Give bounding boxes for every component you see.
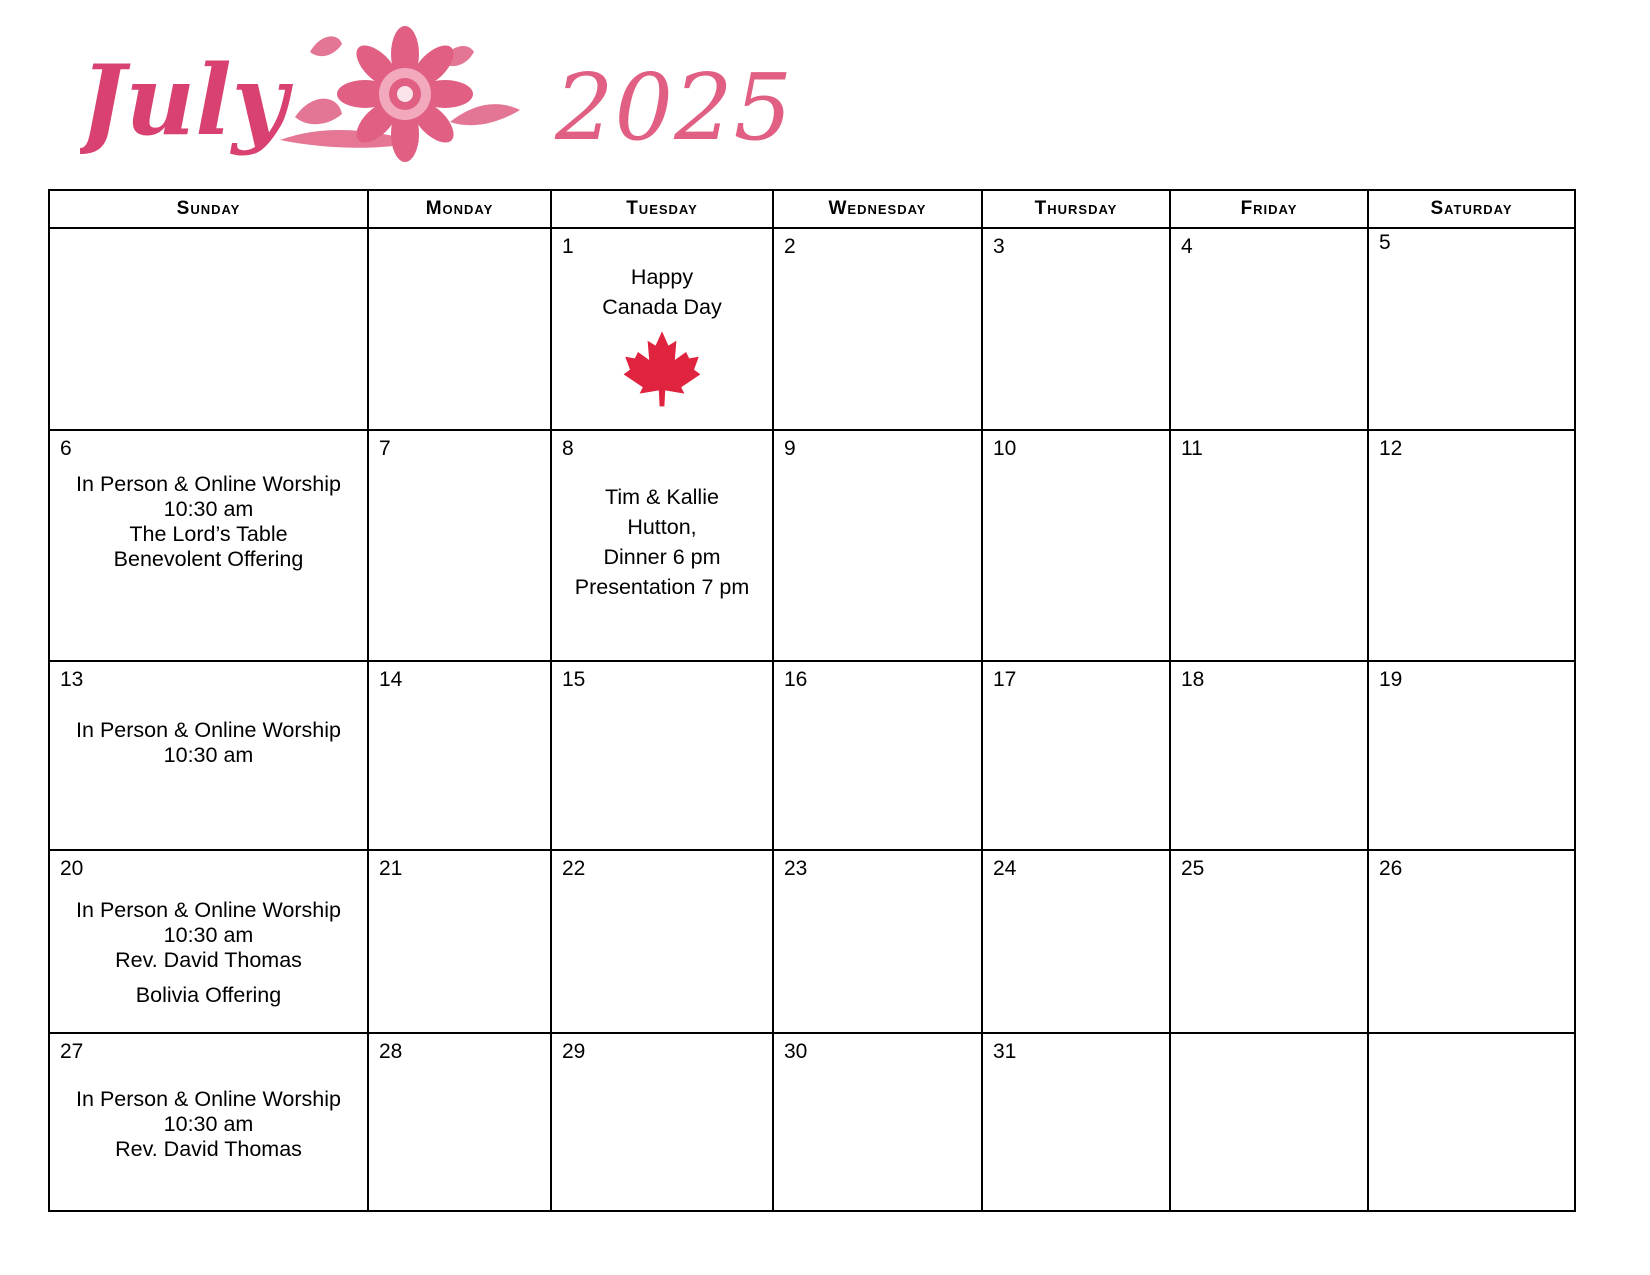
- week-row: [49, 850, 1575, 1033]
- day-cell[interactable]: [1170, 430, 1368, 661]
- day-cell[interactable]: [982, 850, 1170, 1033]
- day-cell[interactable]: [368, 430, 551, 661]
- day-number: 30: [784, 1040, 808, 1063]
- day-cell[interactable]: [773, 661, 982, 850]
- svg-text:July: July: [80, 44, 288, 157]
- day-cell[interactable]: [1368, 661, 1575, 850]
- event-text: The Lord’s Table: [129, 522, 288, 547]
- day-cell[interactable]: [1368, 430, 1575, 661]
- maple-leaf-icon: [619, 328, 705, 408]
- event-text: In Person & Online Worship: [76, 472, 341, 497]
- day-cell[interactable]: [49, 661, 368, 850]
- day-cell[interactable]: [551, 661, 773, 850]
- day-cell[interactable]: [1368, 228, 1575, 430]
- event-text: Tim & Kallie: [605, 485, 719, 510]
- day-cell[interactable]: [551, 430, 773, 661]
- event-text: Hutton,: [627, 515, 697, 540]
- weekday-header: Saturday: [1368, 190, 1575, 228]
- event-text: Happy: [630, 265, 694, 290]
- day-number: 3: [993, 235, 1005, 258]
- day-number: 2: [784, 235, 796, 258]
- day-number: 27: [60, 1040, 84, 1063]
- day-number: 9: [784, 437, 796, 460]
- day-number: 15: [562, 668, 586, 691]
- day-number: 11: [1181, 437, 1203, 460]
- event-text: 10:30 am: [163, 1112, 254, 1137]
- day-number: 10: [993, 437, 1017, 460]
- day-cell[interactable]: [773, 430, 982, 661]
- day-number: 4: [1181, 235, 1193, 258]
- event-text: 10:30 am: [163, 743, 254, 768]
- event-text: Canada Day: [602, 295, 722, 320]
- day-number: 26: [1379, 857, 1403, 880]
- day-number: 8: [562, 437, 574, 460]
- week-row: [49, 228, 1575, 430]
- day-number: 16: [784, 668, 808, 691]
- day-number: 17: [993, 668, 1017, 691]
- day-cell[interactable]: [773, 1033, 982, 1211]
- day-cell[interactable]: [49, 430, 368, 661]
- day-cell[interactable]: [982, 661, 1170, 850]
- event-text: Dinner 6 pm: [603, 545, 721, 570]
- weekday-header: Friday: [1170, 190, 1368, 228]
- day-events: [50, 472, 367, 572]
- event-text: 10:30 am: [163, 923, 254, 948]
- day-events: [50, 1087, 367, 1162]
- day-number: 24: [993, 857, 1017, 880]
- day-cell[interactable]: [551, 850, 773, 1033]
- month-calendar-grid: [48, 189, 1576, 1212]
- day-number: 7: [379, 437, 391, 460]
- day-events: [552, 482, 772, 602]
- day-number: 28: [379, 1040, 403, 1063]
- event-text: Presentation 7 pm: [574, 575, 750, 600]
- day-cell[interactable]: [982, 228, 1170, 430]
- day-number: 18: [1181, 668, 1205, 691]
- day-cell[interactable]: [1170, 850, 1368, 1033]
- day-number: 12: [1379, 437, 1403, 460]
- day-cell-empty: [368, 228, 551, 430]
- event-text: In Person & Online Worship: [76, 898, 341, 923]
- day-number: 6: [60, 437, 72, 460]
- week-row: [49, 430, 1575, 661]
- weekday-header-row: [49, 190, 1575, 228]
- day-number: 20: [60, 857, 84, 880]
- day-cell[interactable]: [773, 850, 982, 1033]
- day-cell[interactable]: [773, 228, 982, 430]
- day-number: 23: [784, 857, 808, 880]
- day-events: [552, 262, 772, 408]
- day-number: 19: [1379, 668, 1403, 691]
- day-number: 29: [562, 1040, 586, 1063]
- day-cell-empty: [1170, 1033, 1368, 1211]
- day-cell[interactable]: [551, 228, 773, 430]
- day-cell[interactable]: [49, 850, 368, 1033]
- calendar-header: [80, 22, 800, 172]
- weekday-header: Sunday: [49, 190, 368, 228]
- day-events: [50, 898, 367, 1008]
- day-number: 21: [379, 857, 403, 880]
- weekday-header: Tuesday: [551, 190, 773, 228]
- month-title-art: [80, 22, 540, 172]
- day-number: 1: [562, 235, 574, 258]
- event-text: 10:30 am: [163, 497, 254, 522]
- day-number: 5: [1379, 231, 1391, 254]
- day-events: [50, 718, 367, 768]
- day-number: 25: [1181, 857, 1205, 880]
- day-cell[interactable]: [1368, 850, 1575, 1033]
- event-text: In Person & Online Worship: [76, 1087, 341, 1112]
- event-text: Rev. David Thomas: [115, 1137, 302, 1162]
- day-cell[interactable]: [368, 1033, 551, 1211]
- event-text: In Person & Online Worship: [76, 718, 341, 743]
- day-cell[interactable]: [368, 661, 551, 850]
- weekday-header: Thursday: [982, 190, 1170, 228]
- day-cell-empty: [49, 228, 368, 430]
- day-number: 14: [379, 668, 403, 691]
- day-number: 13: [60, 668, 84, 691]
- weekday-header: Wednesday: [773, 190, 982, 228]
- year-title: 2025: [555, 54, 794, 161]
- day-cell[interactable]: [1170, 228, 1368, 430]
- day-number: 22: [562, 857, 586, 880]
- week-row: [49, 661, 1575, 850]
- week-row: [49, 1033, 1575, 1211]
- day-cell[interactable]: [49, 1033, 368, 1211]
- event-text: Benevolent Offering: [113, 547, 304, 572]
- day-cell[interactable]: [982, 1033, 1170, 1211]
- day-number: 31: [993, 1040, 1017, 1063]
- event-text: Rev. David Thomas: [115, 948, 302, 973]
- day-cell[interactable]: [982, 430, 1170, 661]
- day-cell-empty: [1368, 1033, 1575, 1211]
- weekday-header: Monday: [368, 190, 551, 228]
- day-cell[interactable]: [368, 850, 551, 1033]
- day-cell[interactable]: [551, 1033, 773, 1211]
- day-cell[interactable]: [1170, 661, 1368, 850]
- event-text: Bolivia Offering: [135, 983, 282, 1008]
